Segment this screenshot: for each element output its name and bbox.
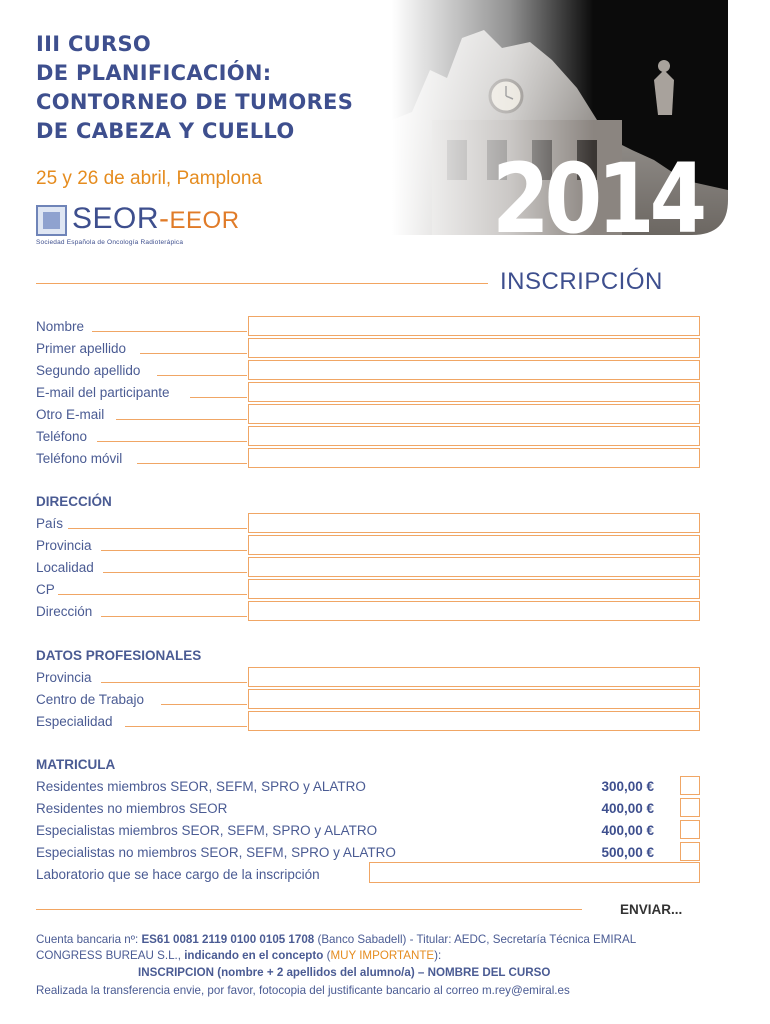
- footer-important: MUY IMPORTANTE: [330, 949, 435, 962]
- footer-bank-prefix: Cuenta bancaria nº:: [36, 933, 142, 946]
- primer-apellido-input[interactable]: [248, 338, 700, 358]
- header-photo: [392, 0, 728, 235]
- matricula-option-label: Especialistas no miembros SEOR, SEFM, SPRO y ALATRO: [36, 845, 396, 860]
- logo-main: SEOR: [72, 202, 160, 235]
- label-telefono: Teléfono: [36, 429, 88, 444]
- matricula-option-price: 500,00 €: [601, 845, 654, 860]
- course-dates: 25 y 26 de abril, Pamplona: [36, 168, 263, 189]
- telefono-input[interactable]: [248, 426, 700, 446]
- form-heading: INSCRIPCIÓN: [500, 268, 663, 295]
- field-leader: [101, 550, 247, 551]
- label-cp: CP: [36, 582, 55, 597]
- label-segundo-apellido: Segundo apellido: [36, 363, 141, 378]
- especialidad-input[interactable]: [248, 711, 700, 731]
- cp-input[interactable]: [248, 579, 700, 599]
- field-leader: [92, 331, 247, 332]
- seor-eeor-logo: [36, 202, 276, 253]
- footer-concept: indicando en el concepto: [184, 949, 324, 962]
- centro-trabajo-input[interactable]: [248, 689, 700, 709]
- enviar-button[interactable]: ENVIAR...: [620, 902, 683, 917]
- footer-close-paren: ):: [434, 949, 442, 962]
- matricula-option-label: Residentes miembros SEOR, SEFM, SPRO y ALATRO: [36, 779, 366, 794]
- provincia-profesional-input[interactable]: [248, 667, 700, 687]
- course-title-line-1: III CURSO: [36, 32, 152, 56]
- label-telefono-movil: Teléfono móvil: [36, 451, 123, 466]
- logo-square-icon: [36, 205, 67, 236]
- field-leader: [101, 616, 247, 617]
- matricula-option-label: Residentes no miembros SEOR: [36, 801, 228, 816]
- footer-format: INSCRIPCION (nombre + 2 apellidos del alumno/a) – NOMBRE DEL CURSO: [138, 966, 551, 979]
- otro-email-input[interactable]: [248, 404, 700, 424]
- label-otro-email: Otro E-mail: [36, 407, 105, 422]
- label-provincia: Provincia: [36, 538, 92, 553]
- footer-format-line: [138, 966, 550, 979]
- logo-dash: -: [159, 202, 170, 235]
- label-pais: País: [36, 516, 64, 531]
- heading-rule: [36, 283, 488, 284]
- matricula-option-price: 300,00 €: [601, 779, 654, 794]
- footer-bank-line: [36, 933, 636, 946]
- field-leader: [140, 353, 247, 354]
- label-nombre: Nombre: [36, 319, 85, 334]
- course-title: [36, 30, 396, 146]
- laboratorio-input[interactable]: [369, 862, 700, 883]
- direccion-input[interactable]: [248, 601, 700, 621]
- course-title-line-3: CONTORNEO DE TUMORES: [36, 90, 354, 114]
- field-leader: [137, 463, 247, 464]
- field-leader: [125, 726, 247, 727]
- telefono-movil-input[interactable]: [248, 448, 700, 468]
- logo-suffix: EEOR: [169, 207, 240, 234]
- provincia-input[interactable]: [248, 535, 700, 555]
- field-leader: [68, 528, 247, 529]
- matricula-checkbox[interactable]: [680, 798, 700, 817]
- logo-wordmark: [72, 202, 240, 236]
- matricula-option-price: 400,00 €: [601, 823, 654, 838]
- label-direccion: Dirección: [36, 604, 93, 619]
- matricula-option-label: Especialistas miembros SEOR, SEFM, SPRO y ALATRO: [36, 823, 378, 838]
- nombre-input[interactable]: [248, 316, 700, 336]
- section-datos-profesionales: DATOS PROFESIONALES: [36, 648, 202, 663]
- field-leader: [157, 375, 247, 376]
- label-primer-apellido: Primer apellido: [36, 341, 127, 356]
- pais-input[interactable]: [248, 513, 700, 533]
- matricula-checkbox[interactable]: [680, 776, 700, 795]
- label-provincia-profesional: Provincia: [36, 670, 92, 685]
- footer-iban: ES61 0081 2119 0100 0105 1708: [141, 933, 315, 946]
- matricula-checkbox[interactable]: [680, 842, 700, 861]
- footer-bank-suffix: (Banco Sabadell) - Titular: AEDC, Secretaría Técnica EMIRAL: [314, 933, 637, 946]
- label-centro-trabajo: Centro de Trabajo: [36, 692, 145, 707]
- field-leader: [103, 572, 247, 573]
- label-localidad: Localidad: [36, 560, 94, 575]
- footer-open-paren: (: [323, 949, 331, 962]
- localidad-input[interactable]: [248, 557, 700, 577]
- field-leader: [58, 594, 247, 595]
- course-title-line-4: DE CABEZA Y CUELLO: [36, 119, 295, 143]
- label-email: E-mail del participante: [36, 385, 170, 400]
- logo-subtitle: Sociedad Española de Oncología Radioterápica: [36, 239, 184, 246]
- field-leader: [161, 704, 247, 705]
- course-title-line-2: DE PLANIFICACIÓN:: [36, 61, 272, 85]
- label-especialidad: Especialidad: [36, 714, 113, 729]
- section-direccion: DIRECCIÓN: [36, 494, 112, 509]
- section-matricula: MATRICULA: [36, 757, 116, 772]
- footer-company: CONGRESS BUREAU S.L.,: [36, 949, 185, 962]
- segundo-apellido-input[interactable]: [248, 360, 700, 380]
- field-leader: [97, 441, 247, 442]
- year-watermark: 2014: [492, 143, 704, 235]
- label-laboratorio: Laboratorio que se hace cargo de la inscripción: [36, 867, 320, 882]
- footer-concept-line: [36, 949, 441, 962]
- matricula-checkbox[interactable]: [680, 820, 700, 839]
- footer-instructions: Realizada la transferencia envie, por favor, fotocopia del justificante bancario al correo m.rey@emiral.es: [36, 984, 570, 997]
- email-input[interactable]: [248, 382, 700, 402]
- matricula-option-price: 400,00 €: [601, 801, 654, 816]
- submit-rule: [36, 909, 582, 910]
- field-leader: [190, 397, 247, 398]
- field-leader: [101, 682, 247, 683]
- field-leader: [116, 419, 247, 420]
